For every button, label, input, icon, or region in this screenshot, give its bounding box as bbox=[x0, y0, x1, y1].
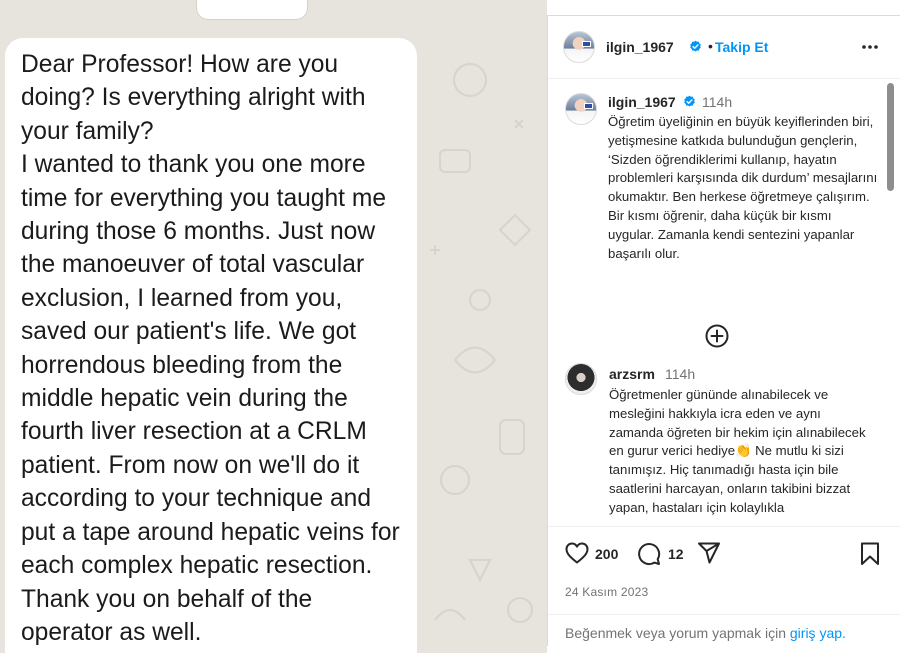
more-options-icon[interactable] bbox=[861, 44, 879, 50]
scrollbar-thumb[interactable] bbox=[887, 83, 894, 191]
commenter-avatar[interactable] bbox=[565, 363, 597, 395]
message-text: Dear Professor! How are you doing? Is everything alright with your family? I wanted to thank you one more time for everything you taught me during those 6 months. Just now the manoeuver of total vascular exclusion, I learned from you, saved our patient's life. We got horrendous bleeding from the middle hepatic vein during the fourth liver resection at a CRLM patient. From now on we'll do it according to your technique and put a tape around hepatic veins for each complex hepatic resection. Thank you on behalf of the operator as well. bbox=[21, 51, 400, 646]
comment-time: 114h bbox=[665, 366, 696, 382]
caption-author-avatar[interactable] bbox=[565, 93, 597, 125]
login-prompt bbox=[565, 625, 846, 641]
caption-verified-badge-icon bbox=[683, 95, 696, 108]
login-prompt-bar bbox=[548, 614, 900, 648]
share-icon[interactable] bbox=[697, 542, 721, 564]
post-header bbox=[548, 16, 900, 79]
follow-button[interactable]: Takip Et bbox=[715, 39, 769, 55]
like-count[interactable]: 200 bbox=[595, 546, 619, 562]
comments-scroll-area[interactable] bbox=[548, 80, 900, 526]
caption-text: Öğretim üyeliğinin en büyük keyiflerinden biri, yetişmesine katkıda bulunduğun gençlerin, ‘Sizden öğrendiklerimi kullanıp, hayatın problemleri karşısında dik durdum’ mesajlarını okumaktır. Ben herkese öğretmeye çalışırım. Bir kısmı öğrenir, daha küçük bir kısmı uygular. Zamanla kendi sentezini yapanlar başarılı olur. bbox=[608, 114, 878, 261]
load-more-comments-icon[interactable] bbox=[705, 324, 729, 348]
post-date: 24 Kasım 2023 bbox=[565, 585, 649, 599]
commenter-username[interactable]: arzsrm bbox=[609, 366, 655, 382]
author-avatar[interactable] bbox=[563, 31, 595, 63]
caption-username[interactable]: ilgin_1967 bbox=[608, 94, 676, 110]
previous-message-bubble bbox=[196, 0, 308, 20]
comment-icon[interactable] bbox=[637, 542, 661, 566]
login-prompt-text: Beğenmek veya yorum yapmak için bbox=[565, 625, 786, 641]
author-username[interactable]: ilgin_1967 bbox=[606, 39, 674, 55]
heart-icon[interactable] bbox=[565, 542, 589, 564]
header-separator: • bbox=[708, 38, 713, 54]
verified-badge-icon bbox=[689, 40, 702, 53]
caption-time: 114h bbox=[702, 94, 733, 110]
comment-count[interactable]: 12 bbox=[668, 546, 684, 562]
login-link[interactable]: giriş yap. bbox=[789, 625, 846, 641]
message-bubble bbox=[5, 38, 417, 653]
bookmark-icon[interactable] bbox=[860, 542, 880, 566]
post-panel bbox=[547, 15, 900, 646]
comment-text: Öğretmenler gününde alınabilecek ve mesleğini hakkıyla icra eden ve aynı zamanda öğreten bir hekim için alınabilecek en gurur verici hediye👏 Ne mutlu ki sizi tanımışız. Hiç tanımadığı hasta için bile saatlerini harcayan, onların takibini bizzat yapan, hastaları için kolaylıkla bbox=[609, 387, 866, 515]
post-actions bbox=[548, 526, 900, 647]
